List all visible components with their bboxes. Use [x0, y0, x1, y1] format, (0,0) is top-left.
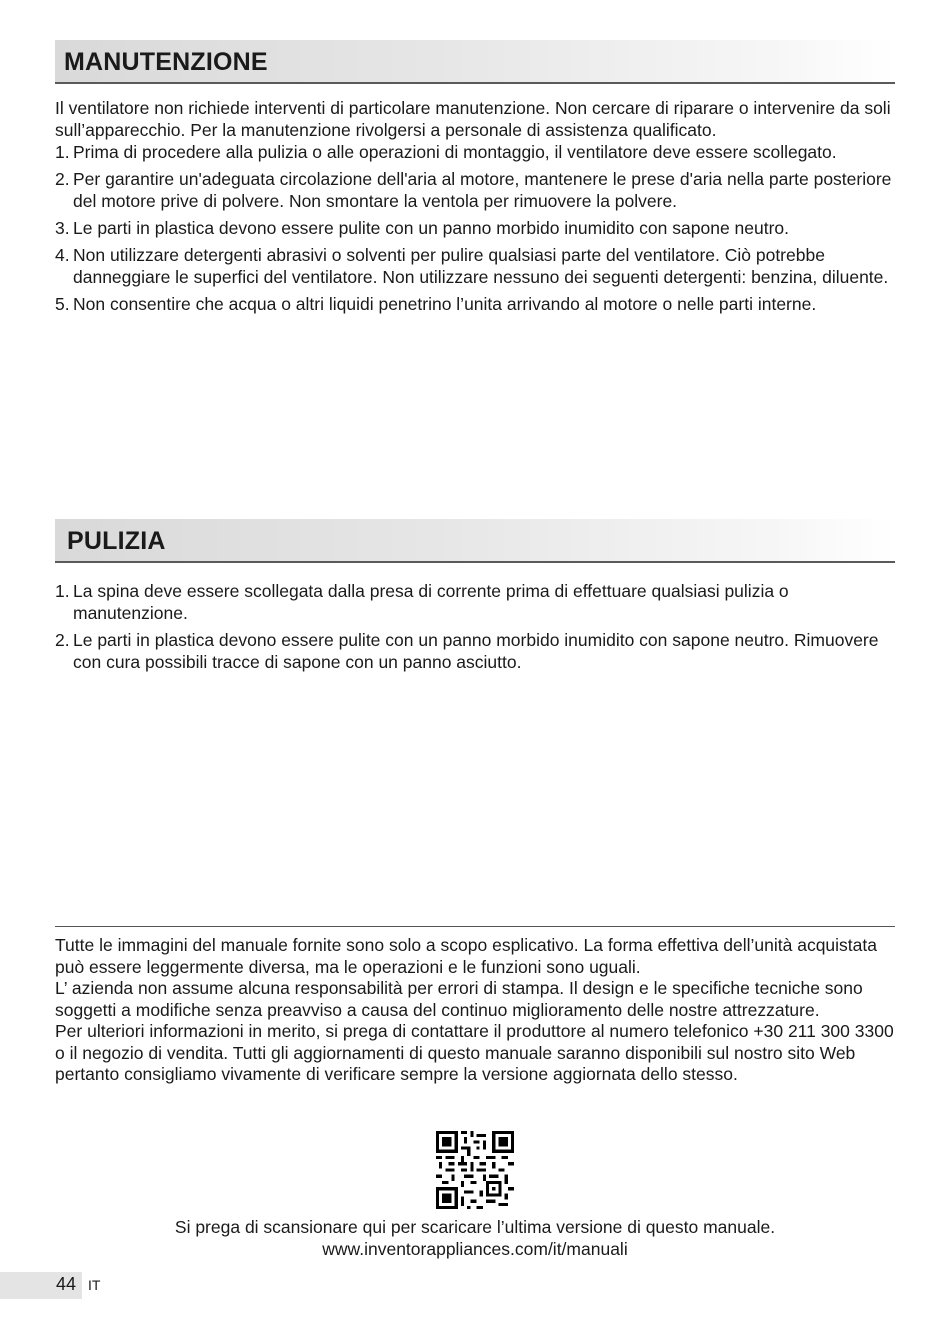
footer-paragraph: L’ azienda non assume alcuna responsabilità per errori di stampa. Il design e le specifiche tecniche sono soggetti a modifiche senza preavviso a causa del continuo miglioramento delle nostre attrezzature.: [55, 978, 863, 1020]
footer-notice: [55, 935, 900, 1086]
footer-divider: [55, 926, 895, 927]
list-item: 2. Le parti in plastica devono essere pulite con un panno morbido inumidito con sapone neutro. Rimuovere con cura possibili tracce di sapone con un panno asciutto.: [55, 630, 879, 672]
footer-paragraph: Tutte le immagini del manuale fornite sono solo a scopo esplicativo. La forma effettiva dell’unità acquistata può essere leggermente diversa, ma le operazioni e le funzioni sono uguali.: [55, 935, 877, 977]
maintenance-title: MANUTENZIONE: [64, 48, 268, 76]
maintenance-body: [55, 97, 900, 320]
cleaning-list: [55, 580, 900, 673]
page-language: IT: [88, 1277, 101, 1293]
cleaning-title: PULIZIA: [67, 527, 166, 555]
cleaning-body: [55, 580, 900, 678]
list-item: 5. Non consentire che acqua o altri liquidi penetrino l’unita arrivando al motore o nelle parti interne.: [55, 294, 817, 314]
qr-code-icon[interactable]: [436, 1131, 514, 1209]
list-item: 2. Per garantire un'adeguata circolazione dell'aria al motore, mantenere le prese d'aria nella parte posteriore del motore prive di polvere. Non smontare la ventola per rimuovere la polvere.: [55, 169, 892, 211]
footer-paragraph: Per ulteriori informazioni in merito, si prega di contattare il produttore al numero telefonico +30 211 300 3300 o il negozio di vendita. Tutti gli aggiornamenti di questo manuale saranno disponibili sul nostro sito Web pertanto consigliamo vivamente di verificare sempre la versione aggiornata dello stesso.: [55, 1021, 894, 1084]
page-number: 44: [56, 1274, 77, 1294]
list-item: 1. Prima di procedere alla pulizia o alle operazioni di montaggio, il ventilatore deve essere scollegato.: [55, 142, 837, 162]
manual-url-link[interactable]: www.inventorappliances.com/it/manuali: [322, 1239, 628, 1259]
maintenance-intro: Il ventilatore non richiede interventi di particolare manutenzione. Non cercare di riparare o intervenire da soli sull’apparecchio. Per la manutenzione rivolgersi a personale di assistenza qualificato.: [55, 98, 891, 140]
cleaning-header: [55, 519, 895, 563]
maintenance-header: [55, 40, 895, 84]
qr-caption: Si prega di scansionare qui per scaricare l’ultima versione di questo manuale.: [174, 1217, 776, 1237]
maintenance-list: [55, 141, 900, 315]
list-item: 3. Le parti in plastica devono essere pulite con un panno morbido inumidito con sapone neutro.: [55, 218, 790, 238]
list-item: 4. Non utilizzare detergenti abrasivi o solventi per pulire qualsiasi parte del ventilatore. Ciò potrebbe danneggiare le superfici del ventilatore. Non utilizzare nessuno dei seguenti detergenti: benzina, diluente.: [55, 245, 889, 287]
list-item: 1. La spina deve essere scollegata dalla presa di corrente prima di effettuare qualsiasi pulizia o manutenzione.: [55, 581, 789, 623]
